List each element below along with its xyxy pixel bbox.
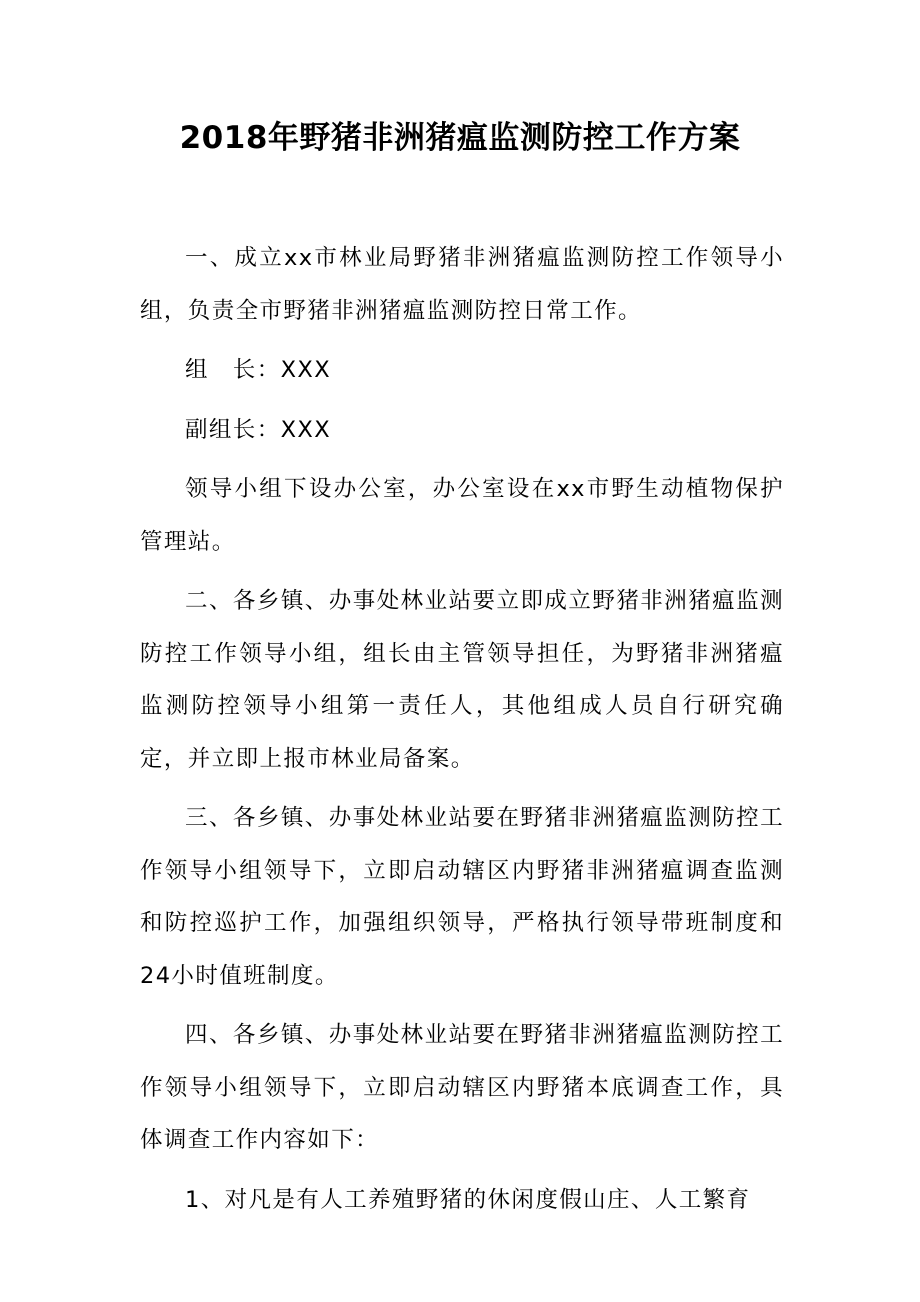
- document-title: 2018年野猪非洲猪瘟监测防控工作方案: [179, 120, 741, 156]
- document-body: [140, 232, 784, 1233]
- paragraph-3: 三、各乡镇、办事处林业站要在野猪非洲猪瘟监测防控工作领导小组领导下，立即启动辖区内野猪非洲猪瘟调查监测和防控巡护工作，加强组织领导，严格执行领导带班制度和24小时值班制度。: [140, 805, 784, 989]
- paragraph-group-leader: 组 长：XXX: [185, 357, 332, 383]
- paragraph-2: 二、各乡镇、办事处林业站要立即成立野猪非洲猪瘟监测防控工作领导小组，组长由主管领导担任，为野猪非洲猪瘟监测防控领导小组第一责任人，其他组成人员自行研究确定，并立即上报市林业局备案。: [140, 588, 784, 772]
- paragraph-4-item-1: 1、对凡是有人工养殖野猪的休闲度假山庄、人工繁育: [185, 1186, 751, 1213]
- paragraph-deputy-leader: 副组长：XXX: [185, 416, 332, 443]
- paragraph-1: 一、成立xx市林业局野猪非洲猪瘟监测防控工作领导小组，负责全市野猪非洲猪瘟监测防控日常工作。: [140, 245, 784, 324]
- paragraph-office: 领导小组下设办公室，办公室设在xx市野生动植物保护管理站。: [140, 476, 784, 555]
- paragraph-4: 四、各乡镇、办事处林业站要在野猪非洲猪瘟监测防控工作领导小组领导下，立即启动辖区内野猪本底调查工作，具体调查工作内容如下：: [140, 1022, 784, 1153]
